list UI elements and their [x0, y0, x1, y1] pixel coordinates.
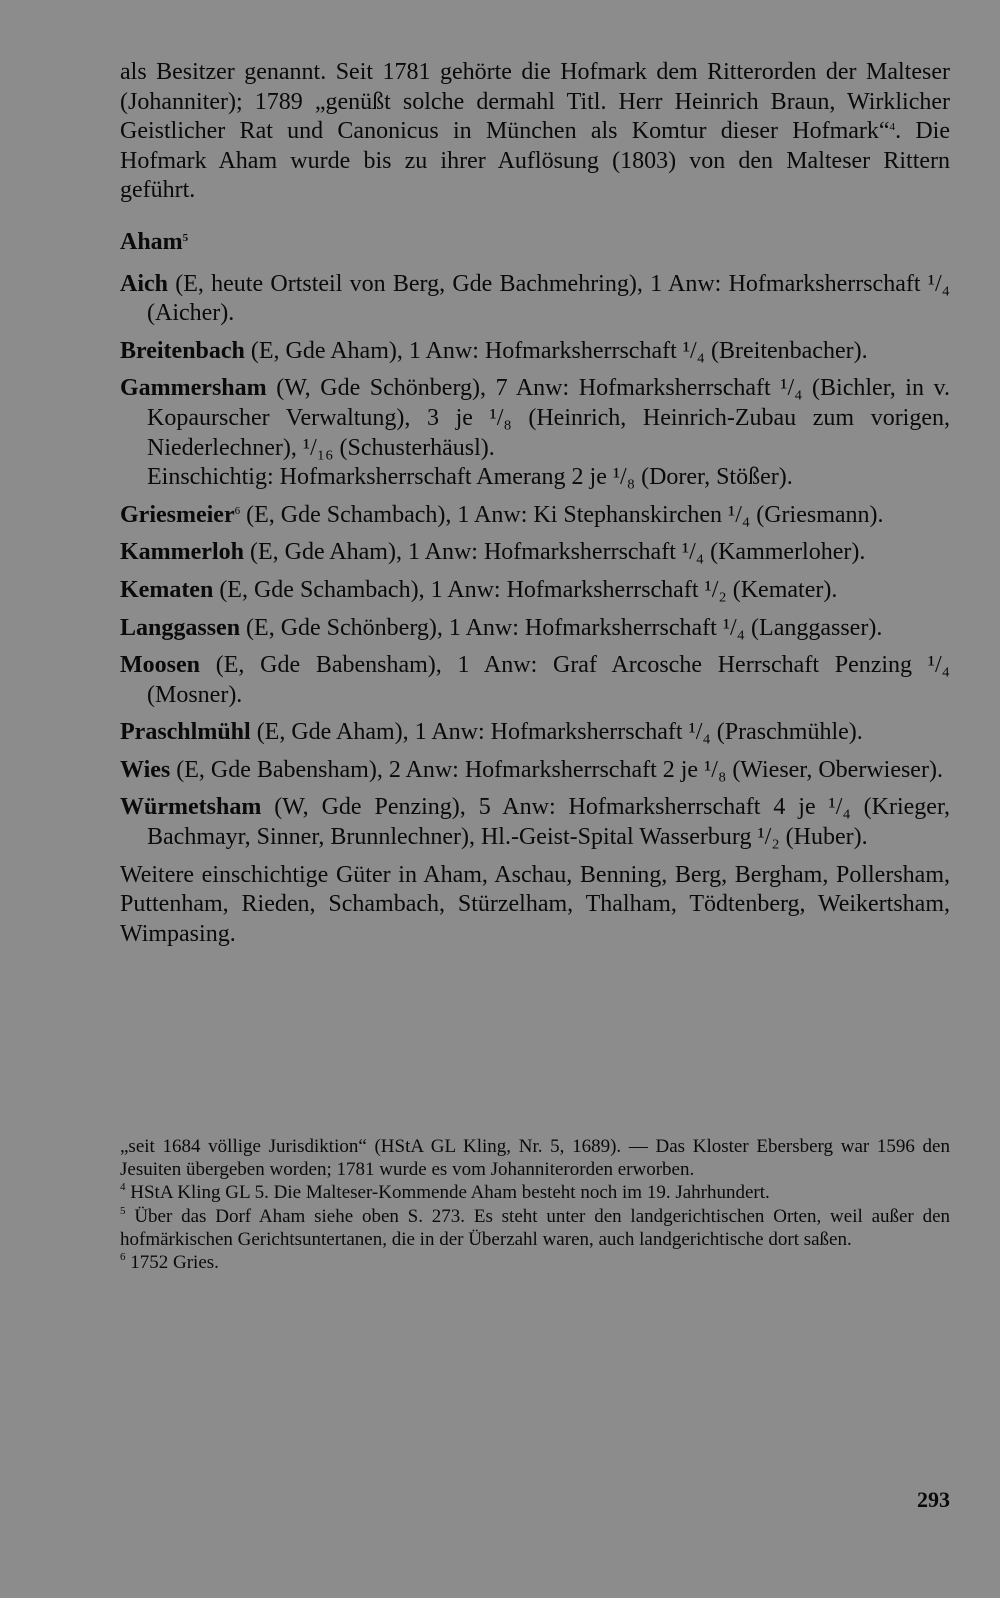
- place-details: (E, Gde Babensham), 2 Anw: Hofmarksherrschaft 2 je ¹/₈ (Wieser, Oberwieser).: [170, 756, 943, 783]
- footnote-text: 1752 Gries.: [130, 1252, 219, 1274]
- intro-paragraph: [120, 58, 950, 206]
- place-name: Wies: [120, 756, 171, 783]
- place-entry: [120, 651, 950, 710]
- place-details: (E, Gde Babensham), 1 Anw: Graf Arcosche Herrschaft Penzing ¹/₄ (Mosner).: [147, 652, 950, 708]
- place-details: (E, Gde Schambach), 1 Anw: Ki Stephanskirchen ¹/₄ (Griesmann).: [240, 501, 884, 528]
- place-entry: [120, 337, 950, 367]
- place-entry: [120, 718, 950, 748]
- place-name: Griesmeier: [120, 501, 235, 528]
- intro-text: als Besitzer genannt. Seit 1781 gehörte die Hofmark dem Ritterorden der Malteser (Johanniter); 1789 „genüßt solche dermahl Titl. Herr Heinrich Braun, Wirklicher Geistlicher Rat und Canonicus in München als Komtur dieser Hofmark“: [120, 59, 950, 145]
- page-number: 293: [917, 1487, 950, 1512]
- footnote-number: 6: [120, 1251, 126, 1264]
- intro-text-end: . Die Hofmark Aham wurde bis zu ihrer Auflösung (1803) von den Malteser Rittern geführt.: [120, 118, 950, 204]
- place-name: Breitenbach: [120, 337, 245, 364]
- place-details: (E, heute Ortsteil von Berg, Gde Bachmehring), 1 Anw: Hofmarksherrschaft ¹/₄ (Aicher).: [147, 270, 950, 327]
- footnote-text: „seit 1684 völlige Jurisdiktion“ (HStA GL Kling, Nr. 5, 1689). — Das Kloster Ebersberg war 1596 den Jesuiten übergeben worden; 1781 wurde es vom Johanniterorden erworben.: [120, 1136, 950, 1181]
- place-name: Kematen: [120, 576, 214, 603]
- heading-text: Aham: [120, 228, 183, 255]
- place-details: (E, Gde Aham), 1 Anw: Hofmarksherrschaft ¹/₄ (Praschmühle).: [250, 719, 863, 746]
- place-entry: [120, 793, 950, 852]
- footnote-text: HStA Kling GL 5. Die Malteser-Kommende Aham besteht noch im 19. Jahrhundert.: [130, 1182, 770, 1204]
- footnote: [120, 1251, 950, 1274]
- place-details: (W, Gde Penzing), 5 Anw: Hofmarksherrschaft 4 je ¹/₄ (Krieger, Bachmayr, Sinner, Brunnlechner), Hl.-Geist-Spital Wasserburg ¹/₂ (Huber).: [147, 794, 950, 851]
- footnotes: [120, 1135, 950, 1274]
- place-entry: [120, 270, 950, 329]
- place-name: Würmetsham: [120, 794, 262, 821]
- closing-paragraph: Weitere einschichtige Güter in Aham, Aschau, Benning, Berg, Bergham, Pollersham, Puttenham, Rieden, Schambach, Stürzelham, Thalham, Tödtenberg, Weikertsham, Wimpasing.: [120, 861, 950, 947]
- place-entry: [120, 538, 950, 568]
- place-name: Gammersham: [120, 375, 267, 402]
- place-name: Moosen: [120, 652, 200, 679]
- place-name: Langgassen: [120, 614, 241, 641]
- place-details: (W, Gde Schönberg), 7 Anw: Hofmarksherrschaft ¹/₄ (Bichler, in v. Kopaurscher Verwaltung), 3 je ¹/₈ (Heinrich, Heinrich-Zubau zum vorigen, Niederlechner), ¹/₁₆ (Schusterhäusl).: [147, 375, 950, 461]
- footnote-number: 5: [120, 1204, 126, 1217]
- footnote-ref: 4: [889, 121, 896, 134]
- footnote: [120, 1181, 950, 1204]
- place-details: (E, Gde Schönberg), 1 Anw: Hofmarksherrschaft ¹/₄ (Langgasser).: [240, 614, 883, 641]
- section-heading: [120, 228, 950, 258]
- footnote-text: Über das Dorf Aham siehe oben S. 273. Es steht unter den landgerichtischen Orten, weil außer den hofmärkischen Gerichtsuntertanen, die in der Überzahl waren, auch landgerichtische dort saßen.: [120, 1205, 950, 1250]
- place-details: (E, Gde Schambach), 1 Anw: Hofmarksherrschaft ¹/₂ (Kemater).: [213, 576, 838, 603]
- place-details: (E, Gde Aham), 1 Anw: Hofmarksherrschaft ¹/₄ (Breitenbacher).: [244, 337, 868, 364]
- place-entry-continuation: Einschichtig: Hofmarksherrschaft Amerang 2 je ¹/₈ (Dorer, Stößer).: [147, 464, 793, 491]
- place-name: Kammerloh: [120, 539, 244, 566]
- footnote-ref: 6: [234, 504, 241, 517]
- place-details: (E, Gde Aham), 1 Anw: Hofmarksherrschaft ¹/₄ (Kammerloher).: [243, 539, 866, 566]
- place-entry: [120, 614, 950, 644]
- footnote-number: 4: [120, 1181, 126, 1194]
- place-entry: [120, 374, 950, 463]
- main-text: [120, 58, 950, 949]
- footnote: [120, 1135, 950, 1181]
- place-entry: [120, 501, 950, 531]
- footnote-ref: 5: [182, 231, 189, 244]
- place-name: Praschlmühl: [120, 719, 251, 746]
- place-name: Aich: [120, 270, 168, 297]
- footnote: [120, 1205, 950, 1251]
- place-entry: [120, 576, 950, 606]
- place-entry: [120, 756, 950, 786]
